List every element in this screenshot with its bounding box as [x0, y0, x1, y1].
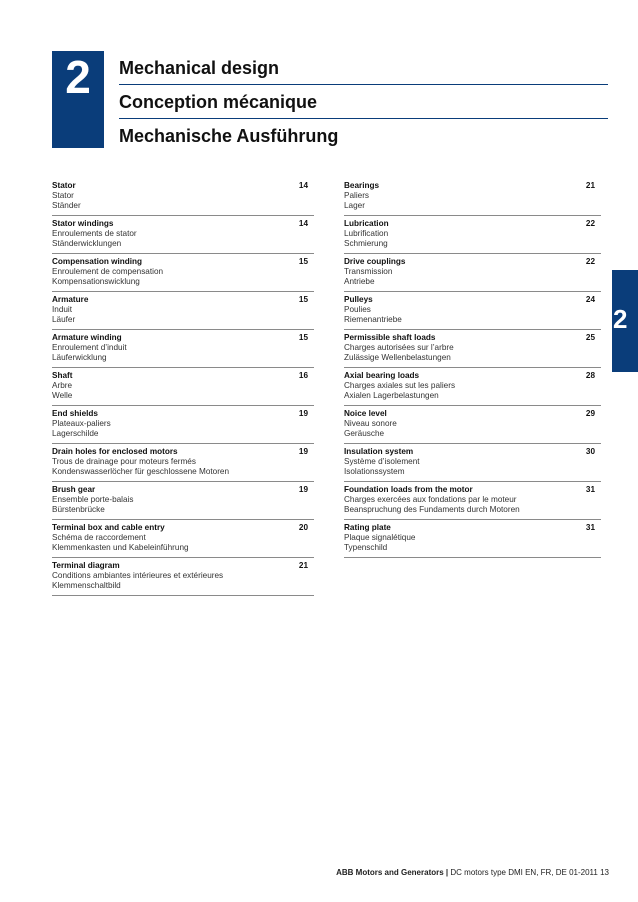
toc-entry[interactable]	[52, 368, 314, 406]
toc-entry[interactable]	[344, 330, 601, 368]
toc-entry-german: Läufer	[52, 315, 76, 324]
toc-entry-title: Stator windings	[52, 219, 114, 228]
chapter-number: 2	[65, 51, 91, 103]
toc-entry-page: 19	[298, 485, 308, 494]
toc-entry-page: 25	[585, 333, 595, 342]
toc-entry[interactable]	[52, 178, 314, 216]
toc-entry-title: Noice level	[344, 409, 387, 418]
toc-entry-french: Enroulements de stator	[52, 229, 137, 238]
toc-entry-german: Welle	[52, 391, 73, 400]
chapter-title-en-text: Mechanical design	[119, 58, 280, 78]
toc-entry-german: Zulässige Wellenbelastungen	[344, 353, 451, 362]
toc-entry-page: 31	[585, 485, 595, 494]
toc-entry-page: 24	[585, 295, 595, 304]
toc-entry[interactable]	[52, 482, 314, 520]
toc-entry-french: Charges axiales sut les paliers	[344, 381, 456, 390]
toc-entry-german: Läuferwicklung	[52, 353, 107, 362]
toc-entry-page: 15	[298, 295, 308, 304]
toc-entry-french: Niveau sonore	[344, 419, 397, 428]
toc-entry-title: Drain holes for enclosed motors	[52, 447, 178, 456]
toc-entry-french: Induit	[52, 305, 73, 314]
toc-entry-french: Système d’isolement	[344, 457, 420, 466]
toc-entry-page: 14	[298, 181, 308, 190]
toc-entry-german: Kondenswasserlöcher für geschlossene Motoren	[52, 467, 230, 476]
toc-entry-page: 30	[585, 447, 595, 456]
toc-entry-title: Drive couplings	[344, 257, 406, 266]
toc-entry-german: Axialen Lagerbelastungen	[344, 391, 439, 400]
toc-entry-french: Lubrification	[344, 229, 389, 238]
toc-entry-title: Armature winding	[52, 333, 122, 342]
toc-entry-french: Enroulement de compensation	[52, 267, 164, 276]
toc-entry-german: Klemmenkasten und Kabeleinführung	[52, 543, 189, 552]
toc-entry-french: Poulies	[344, 305, 371, 314]
footer-brand: ABB Motors and Generators	[336, 868, 444, 877]
toc-entry-french: Charges exercées aux fondations par le moteur	[344, 495, 517, 504]
toc-entry-french: Paliers	[344, 191, 370, 200]
toc-entry[interactable]	[52, 406, 314, 444]
toc-entry-title: Pulleys	[344, 295, 373, 304]
toc-entry[interactable]	[344, 216, 601, 254]
footer-separator: |	[445, 868, 449, 877]
toc-entry-title: Axial bearing loads	[344, 371, 420, 380]
toc-right-column	[344, 178, 601, 558]
toc-entry-title: Terminal diagram	[52, 561, 120, 570]
toc-entry[interactable]	[344, 368, 601, 406]
toc-entry-german: Klemmenschaltbild	[52, 581, 121, 590]
toc-entry-german: Antriebe	[344, 277, 375, 286]
toc-entry-title: Rating plate	[344, 523, 391, 532]
toc-entry-page: 19	[298, 409, 308, 418]
toc-entry-page: 22	[585, 257, 595, 266]
toc-entry-page: 21	[298, 561, 308, 570]
toc-entry-title: Stator	[52, 181, 76, 190]
toc-entry-title: Terminal box and cable entry	[52, 523, 165, 532]
toc-entry-german: Schmierung	[344, 239, 388, 248]
toc-entry-french: Transmission	[344, 267, 393, 276]
toc-entry-french: Ensemble porte-balais	[52, 495, 134, 504]
toc-entry-page: 31	[585, 523, 595, 532]
toc-entry-german: Ständerwicklungen	[52, 239, 122, 248]
toc-entry-german: Isolationssystem	[344, 467, 405, 476]
toc-entry-page: 16	[298, 371, 308, 380]
chapter-titles	[119, 51, 608, 152]
toc-entry-title: Brush gear	[52, 485, 96, 494]
chapter-number-block	[52, 51, 104, 148]
chapter-title-fr	[119, 85, 608, 119]
toc-entry-page: 22	[585, 219, 595, 228]
toc-entry-title: Lubrication	[344, 219, 389, 228]
toc-entry-page: 15	[298, 333, 308, 342]
toc-entry[interactable]	[344, 254, 601, 292]
toc-entry-page: 21	[585, 181, 595, 190]
toc-entry-title: Armature	[52, 295, 89, 304]
chapter-title-en	[119, 51, 608, 85]
toc-entry-french: Enroulement d’induit	[52, 343, 127, 352]
toc-left-column	[52, 178, 314, 596]
toc-entry-title: End shields	[52, 409, 98, 418]
toc-entry-page: 15	[298, 257, 308, 266]
toc-entry[interactable]	[344, 292, 601, 330]
toc-entry[interactable]	[52, 520, 314, 558]
toc-entry-french: Plateaux-paliers	[52, 419, 111, 428]
toc-entry-german: Bürstenbrücke	[52, 505, 105, 514]
page-footer	[336, 868, 609, 878]
toc-entry-german: Lagerschilde	[52, 429, 99, 438]
toc-entry-title: Compensation winding	[52, 257, 143, 266]
toc-entry[interactable]	[344, 178, 601, 216]
toc-entry[interactable]	[52, 254, 314, 292]
toc-entry[interactable]	[344, 444, 601, 482]
toc-entry-german: Geräusche	[344, 429, 385, 438]
toc-entry-french: Charges autorisées sur l’arbre	[344, 343, 454, 352]
toc-entry-french: Schéma de raccordement	[52, 533, 146, 542]
toc-entry-page: 14	[298, 219, 308, 228]
toc-entry-title: Bearings	[344, 181, 380, 190]
toc-entry[interactable]	[344, 406, 601, 444]
chapter-title-de-text: Mechanische Ausführung	[119, 126, 339, 146]
toc-entry-title: Permissible shaft loads	[344, 333, 436, 342]
toc-entry[interactable]	[344, 520, 601, 558]
chapter-side-tab	[612, 270, 638, 372]
footer-page-number: 13	[600, 868, 609, 877]
toc-entry[interactable]	[52, 558, 314, 596]
toc-entry-page: 29	[585, 409, 595, 418]
toc-entry-german: Riemenantriebe	[344, 315, 402, 324]
toc-entry-german: Lager	[344, 201, 365, 210]
toc-entry-german: Ständer	[52, 201, 81, 210]
toc-entry-page: 28	[585, 371, 595, 380]
toc-entry-title: Foundation loads from the motor	[344, 485, 473, 494]
toc-entry-french: Trous de drainage pour moteurs fermés	[52, 457, 196, 466]
toc-entry-german: Kompensationswicklung	[52, 277, 140, 286]
toc-entry-title: Insulation system	[344, 447, 414, 456]
chapter-side-tab-number: 2	[613, 304, 628, 334]
footer-doc-title: DC motors type DMI EN, FR, DE 01-2011	[450, 868, 598, 877]
toc-entry-french: Plaque signalétique	[344, 533, 416, 542]
toc-entry-page: 20	[298, 523, 308, 532]
chapter-title-de	[119, 119, 608, 152]
toc-entry-german: Typenschild	[344, 543, 388, 552]
chapter-title-fr-text: Conception mécanique	[119, 92, 318, 112]
toc-entry-title: Shaft	[52, 371, 73, 380]
toc-entry[interactable]	[52, 216, 314, 254]
toc-entry[interactable]	[52, 292, 314, 330]
toc-entry-french: Arbre	[52, 381, 73, 390]
toc-entry[interactable]	[344, 482, 601, 520]
toc-entry[interactable]	[52, 444, 314, 482]
toc-entry-french: Stator	[52, 191, 74, 200]
toc-entry-french: Conditions ambiantes intérieures et extérieures	[52, 571, 224, 580]
toc-entry[interactable]	[52, 330, 314, 368]
toc-entry-german: Beanspruchung des Fundaments durch Motoren	[344, 505, 520, 514]
toc-entry-page: 19	[298, 447, 308, 456]
